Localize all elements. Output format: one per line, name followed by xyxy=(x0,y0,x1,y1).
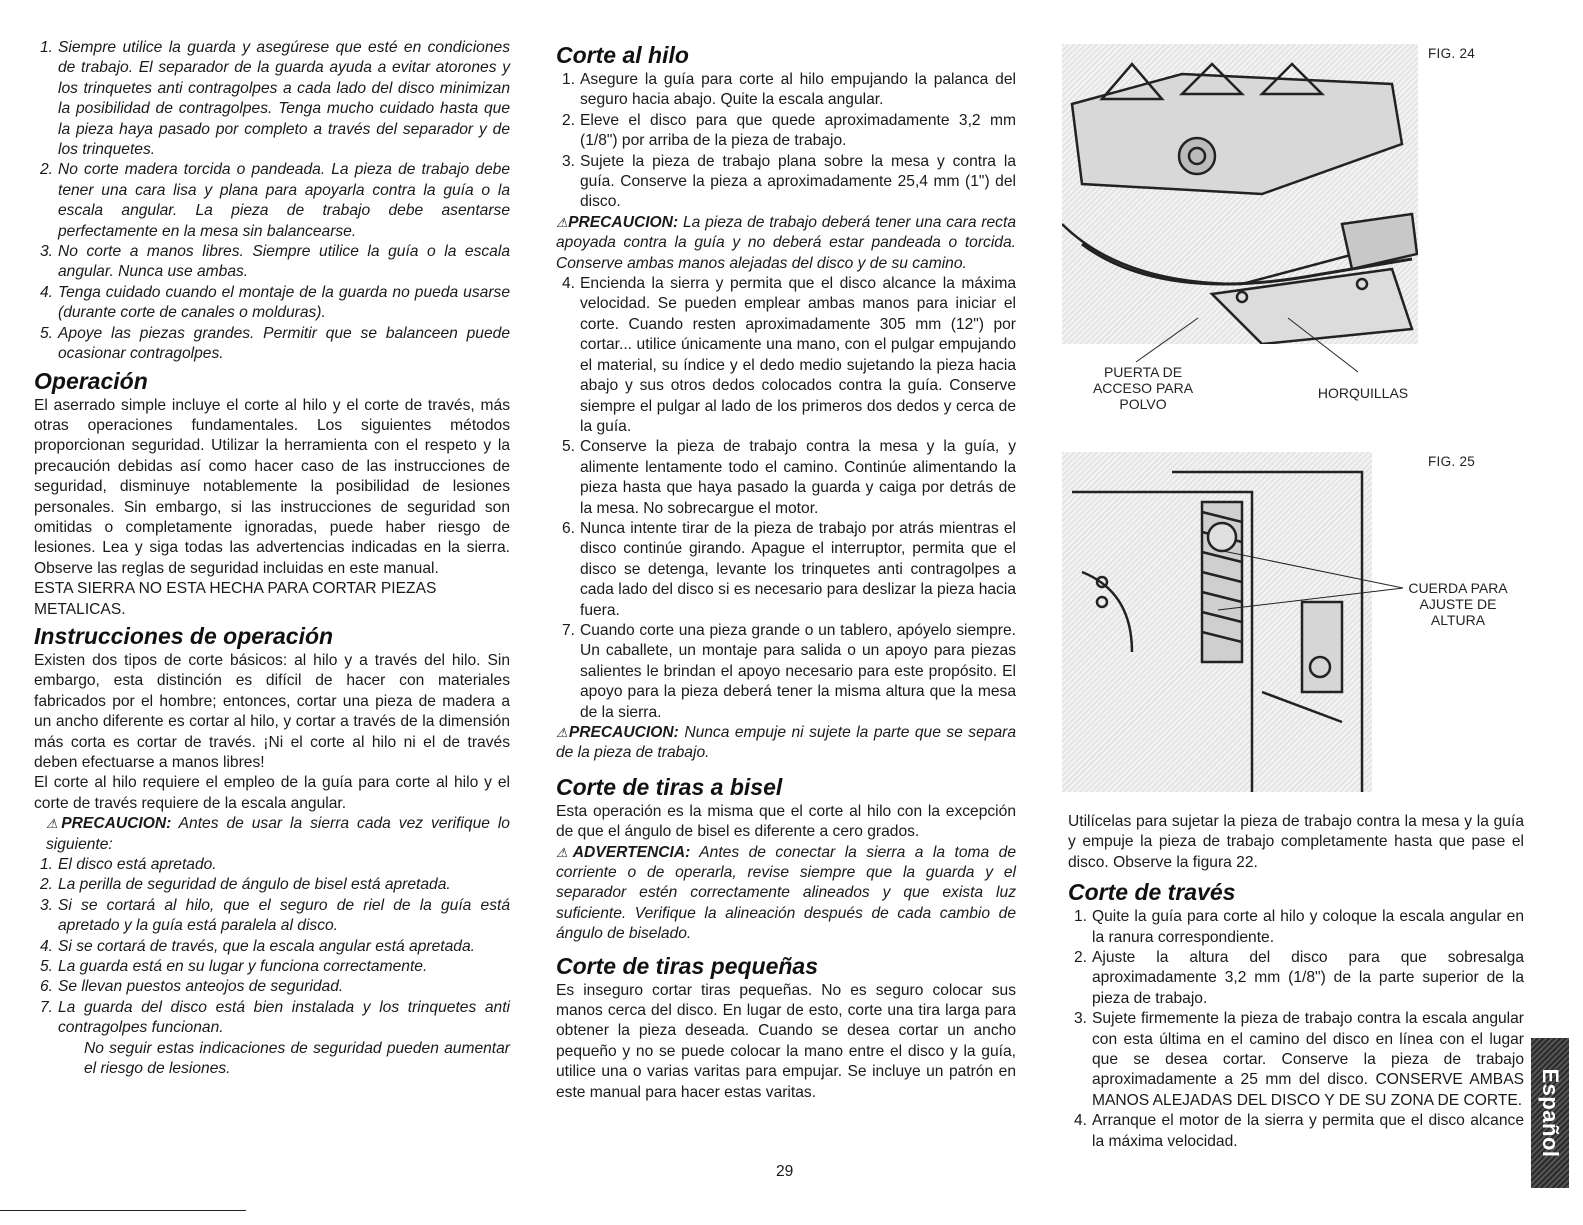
list-item: 3. Si se cortará al hilo, que el seguro de riel de la guía está apretado y la guía está paralela al disco. xyxy=(40,896,510,935)
height-cord-callout: CUERDA PARA AJUSTE DE ALTURA xyxy=(1408,580,1508,628)
dust-door-callout: PUERTA DE ACCESO PARA POLVO xyxy=(1092,364,1194,412)
paragraph-instrucciones-2: El corte al hilo requiere el empleo de la guía para corte al hilo y el corte de través requiere de la escala angular. xyxy=(34,774,510,812)
caution-note: ⚠PRECAUCION: Antes de usar la sierra cada vez verifique lo siguiente: xyxy=(46,815,510,853)
list-item: 2. Eleve el disco para que quede aproximadamente 3,2 mm (1/8") por arriba de la pieza de trabajo. xyxy=(562,111,1016,150)
middle-column xyxy=(556,38,1016,1103)
height-adjust-drawing xyxy=(1062,452,1372,792)
list-item: 1. Asegure la guía para corte al hilo empujando la palanca del seguro hacia abajo. Quite la escala angular. xyxy=(562,71,1016,109)
list-item: 2. Ajuste la altura del disco para que sobresalga aproximadamente 3,2 mm (1/8") de la parte superior de la pieza de trabajo. xyxy=(1074,949,1524,1007)
checklist-tail: No seguir estas indicaciones de seguridad pueden aumentar el riesgo de lesiones. xyxy=(84,1039,510,1078)
page-number: 29 xyxy=(776,1163,794,1180)
list-item: 2. La perilla de seguridad de ángulo de bisel está apretada. xyxy=(40,876,451,894)
crosscut-steps xyxy=(1068,907,1524,1152)
right-column-text xyxy=(1068,812,1524,1152)
list-item: 4. Arranque el motor de la sierra y permita que el disco alcance la máxima velocidad. xyxy=(1074,1112,1524,1150)
list-item: 3. No corte a manos libres. Siempre utilice la guía o la escala angular. Nunca use ambas. xyxy=(40,243,510,281)
warning-note: ⚠ADVERTENCIA: Antes de conectar la sierra a la toma de corriente o de operarla, revise siempre que la guarda y el separador estén correctamente alineados y que exista luz suficiente. Verifique la alineación después de cada cambio de ángulo de biselado. xyxy=(556,843,1017,943)
heading-corte-tiras-bisel: Corte de tiras a bisel xyxy=(556,773,783,800)
list-item: 3. Sujete firmemente la pieza de trabajo contra la escala angular con esta última en el camino del disco en línea con el lugar que se desea cortar. Conserve la pieza de trabajo aproximadamente a 25 mm del disco. CONSERVE AMBAS MANOS ALEJADAS DEL DISCO Y DE SU ZONA DE CORTE. xyxy=(1074,1010,1524,1109)
paragraph-operacion: El aserrado simple incluye el corte al hilo y el corte de través, más otras operaciones fundamentales. Los siguientes métodos proporcionan seguridad. Utilizar la herramienta con el respeto y la precaución debidas así como hacer caso de las instrucciones de seguridad, disminuye notablemente la posibilidad de lesiones personales. Sin embargo, si las instrucciones de seguridad son omitidas o completamente ignoradas, puede haber riesgo de lesiones. Lea y siga todas las advertencias indicadas en la sierra. Observe las reglas de seguridad incluidas en este manual. xyxy=(34,396,510,577)
footer-rule xyxy=(0,1210,246,1211)
list-item: 4. Si se cortará de través, que la escala angular está apretada. xyxy=(40,937,475,955)
figure-25-label: FIG. 25 xyxy=(1428,454,1476,469)
paragraph-utilicelas: Utilícelas para sujetar la pieza de trabajo contra la mesa y la guía y empuje la pieza de trabajo completamente hasta que pase el disco. Observe la figura 22. xyxy=(1068,813,1524,871)
list-item: 1. El disco está apretado. xyxy=(40,856,217,874)
language-tab-label: Español xyxy=(1538,1068,1563,1158)
rip-cut-steps xyxy=(556,70,1016,213)
list-item: 1. Quite la guía para corte al hilo y coloque la escala angular en la ranura correspondiente. xyxy=(1074,908,1524,946)
list-item: 7. La guarda del disco está bien instalada y los trinquetes anti contragolpes funcionan. xyxy=(40,998,510,1037)
fig24-leader-lines xyxy=(1068,0,1524,420)
heading-corte-tiras-pequenas: Corte de tiras pequeñas xyxy=(556,952,819,979)
list-item: 4. Encienda la sierra y permita que el disco alcance la máxima velocidad. Se pueden emplear ambas manos para iniciar el corte. Cuando resten aproximadamente 305 mm (12") por cortar... utilice únicamente una mano, con el pulgar empujando el material, su índice y el dedo medio sujetando la pieza hacia abajo y sus otros dedos colocados contra la guía. Conserve siempre el pulgar al lado de los primeros dos dedos y cerca de la guía. xyxy=(562,275,1016,435)
safety-list xyxy=(34,38,510,365)
caution-note: ⚠PRECAUCION: La pieza de trabajo deberá tener una cara recta apoyada contra la guía y no deberá estar pandeada o torcida. Conserve ambas manos alejadas del disco y de su camino. xyxy=(556,213,1016,272)
warning-triangle-icon: ⚠ xyxy=(556,844,573,860)
list-item: 3. Sujete la pieza de trabajo plana sobre la mesa y contra la guía. Conserve la pieza a aproximadamente 25,4 mm (1") del disco. xyxy=(562,152,1016,211)
language-tab xyxy=(1531,1038,1569,1188)
paragraph-instrucciones-1: Existen dos tipos de corte básicos: al hilo y a través del hilo. Sin embargo, esta distinción es difícil de hacer con materiales fabricados por el hombre; entonces, cortar una pieza de madera a un ancho diferente es cortar al hilo, y cortar a través de la dimensión más corta es cortar de través. ¡Ni el corte al hilo ni el de través deben efectuarse a manos libres! xyxy=(34,651,510,771)
list-item: 5. Conserve la pieza de trabajo contra la mesa y la guía, y alimente lentamente todo el camino. Continúe alimentando la pieza hasta que haya pasado la guarda y caiga por detrás de la mesa. No sobrecargue el motor. xyxy=(562,438,1016,517)
list-item: 6. Nunca intente tirar de la pieza de trabajo por atrás mientras el disco continúe girando. Apague el interruptor, permita que el disco se detenga, levante los trinquetes anti contragolpes a cada lado del disco si es necesario para deslizar la pieza hacia fuera. xyxy=(562,519,1016,619)
list-item: 2. No corte madera torcida o pandeada. La pieza de trabajo debe tener una cara lisa y plana para apoyarla contra la guía o la escala angular. La pieza de trabajo debe asentarse perfectamente en la mesa sin balancearse. xyxy=(40,161,510,240)
paragraph-bisel: Esta operación es la misma que el corte al hilo con la excepción de que el ángulo de bisel es diferente a cero grados. xyxy=(556,802,1016,841)
heading-corte-al-hilo: Corte al hilo xyxy=(556,42,689,68)
list-item: 6. Se llevan puestos anteojos de seguridad. xyxy=(40,978,344,996)
heading-corte-de-traves: Corte de través xyxy=(1068,879,1236,906)
heading-operacion: Operación xyxy=(34,367,148,394)
rip-cut-steps-continued xyxy=(556,274,1016,723)
list-item: 1. Siempre utilice la guarda y asegúrese que esté en condiciones de trabajo. El separador de la guarda ayuda a evitar atorones y los trinquetes anti contragolpes a cada lado del disco minimizan la posibilidad de contragolpes. Tenga mucho cuidado hasta que la pieza haya pasado por completo a través del separador y de los trinquetes. xyxy=(40,39,510,159)
fig25-leader-lines xyxy=(1068,540,1408,620)
list-item: 5. Apoye las piezas grandes. Permitir que se balanceen puede ocasionar contragolpes. xyxy=(40,324,510,363)
warning-triangle-icon: ⚠ xyxy=(556,214,569,230)
figure-24-label: FIG. 24 xyxy=(1428,46,1476,61)
paragraph-pequenas: Es inseguro cortar tiras pequeñas. No es seguro colocar sus manos cerca del disco. En lugar de esto, corte una tira larga para obtener la pieza deseada. Cuando se desea cortar un ancho pequeño y no se puede colocar la mano entre el disco y la guía, utilice una o varias varitas para empujar. Se incluye un patrón en este manual para hacer estas varitas. xyxy=(556,981,1016,1101)
checklist xyxy=(34,855,510,1039)
hooks-callout: HORQUILLAS xyxy=(1317,385,1409,401)
left-column xyxy=(34,38,510,1080)
paragraph-metal-warning: ESTA SIERRA NO ESTA HECHA PARA CORTAR PIEZAS METALICAS. xyxy=(34,580,437,618)
list-item: 7. Cuando corte una pieza grande o un tablero, apóyelo siempre. Un caballete, un montaje para salida o un apoyo para piezas salientes le brindan el apoyo necesario para este propósito. El apoyo para la pieza deberá tener la misma altura que la mesa de la sierra. xyxy=(562,621,1016,721)
caution-note: ⚠PRECAUCION: Nunca empuje ni sujete la parte que se separa de la pieza de trabajo. xyxy=(556,724,1016,762)
warning-triangle-icon: ⚠ xyxy=(46,816,62,832)
list-item: 4. Tenga cuidado cuando el montaje de la guarda no pueda usarse (durante corte de canales o molduras). xyxy=(40,283,510,322)
figure-25-illustration xyxy=(1062,452,1372,792)
warning-triangle-icon: ⚠ xyxy=(556,725,569,740)
list-item: 5. La guarda está en su lugar y funciona correctamente. xyxy=(40,958,428,976)
heading-instrucciones: Instrucciones de operación xyxy=(34,622,334,649)
